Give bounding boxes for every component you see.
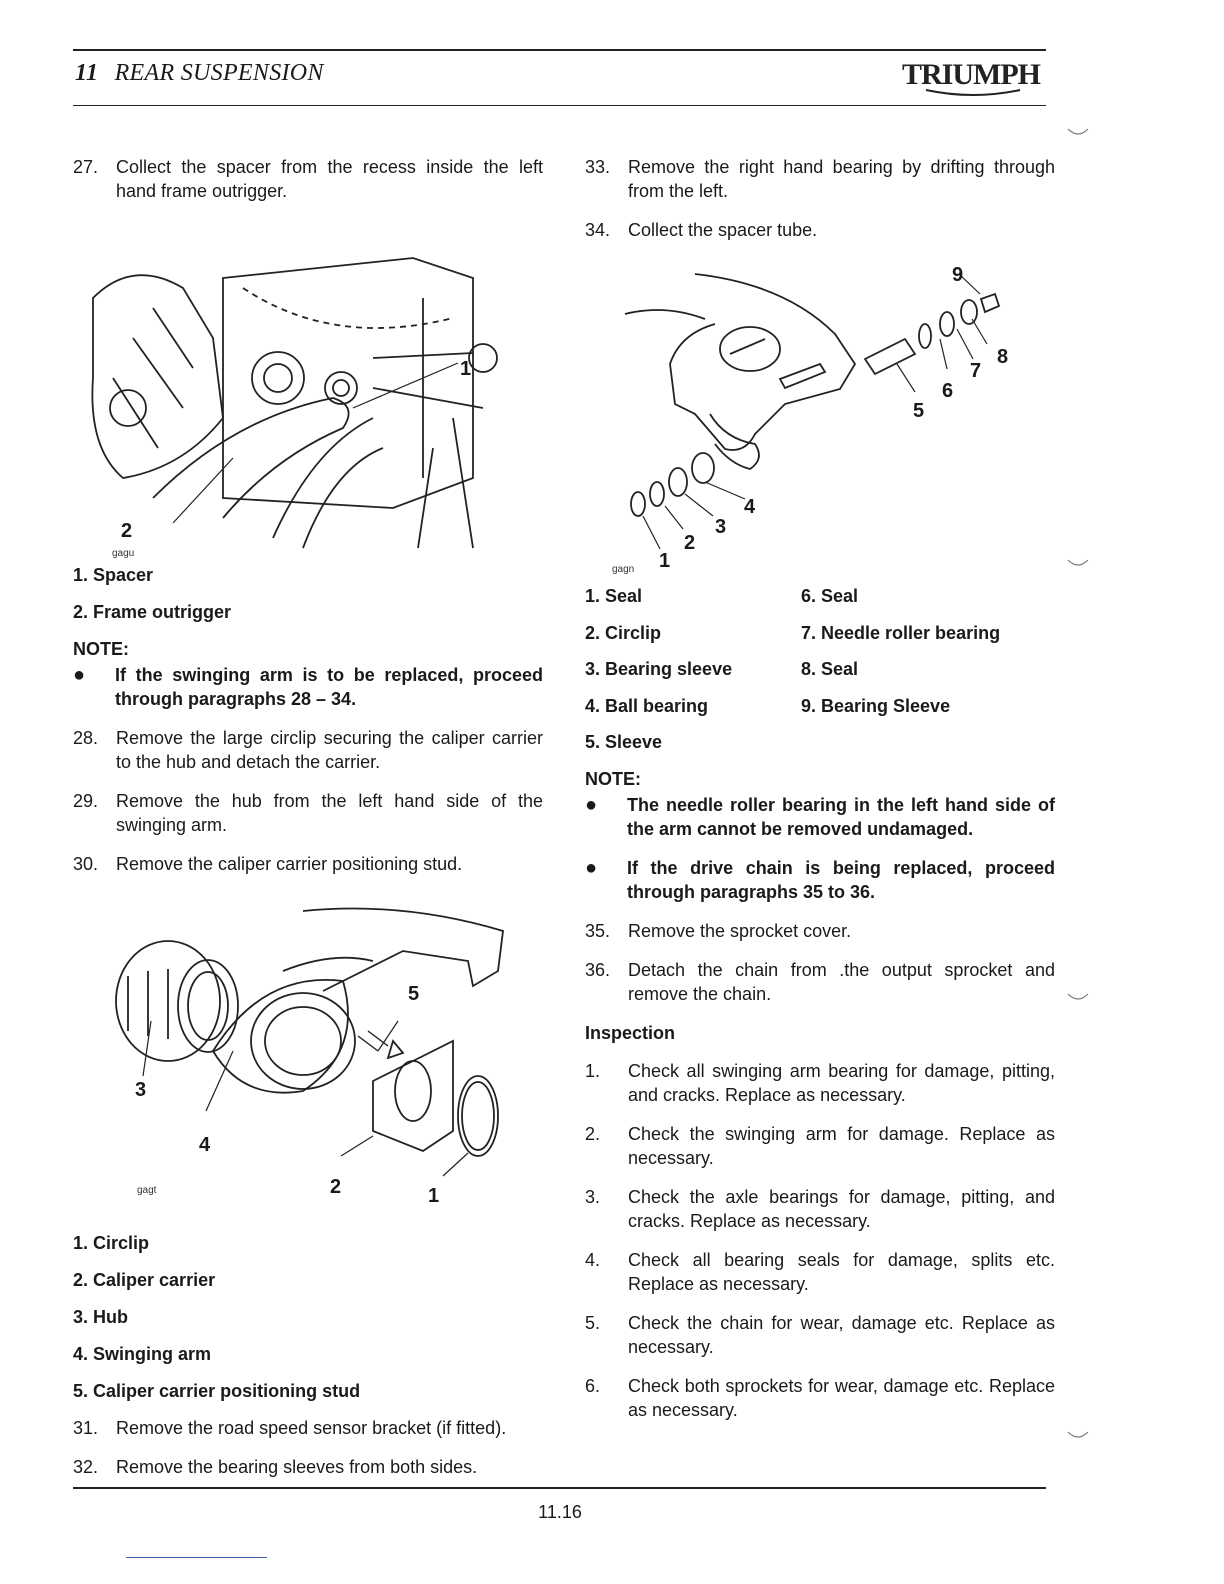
inspection-item: 5. Check the chain for wear, damage etc. Replace as necessary. (585, 1312, 1055, 1357)
callout-1: 1 (428, 1185, 440, 1207)
note-bullet: ● The needle roller bearing in the left hand side of the arm cannot be removed undamaged. (585, 793, 1055, 839)
callout-2: 2 (121, 520, 133, 542)
caption-swinging-arm: 4. Swinging arm (73, 1344, 212, 1364)
step-34: 34. Collect the spacer tube. (585, 220, 818, 240)
step-35: 35. Remove the sprocket cover. (585, 920, 852, 941)
callout-5: 5 (408, 983, 420, 1005)
parts-legend (585, 584, 1055, 767)
bullet-dot-icon: ● (585, 793, 598, 816)
step-32: 32. Remove the bearing sleeves from both sides. (73, 1457, 478, 1477)
footer-rule (73, 1487, 1046, 1489)
callout-3: 3 (135, 1079, 147, 1101)
logo-text: TRIUMPH (902, 58, 1040, 91)
legend-item: 2. Circlip (585, 622, 662, 643)
step-36: 36. Detach the chain from .the output sprocket and remove the chain. (585, 959, 1055, 1004)
spacer-illustration (73, 218, 543, 563)
legend-item: 5. Sleeve (585, 732, 663, 752)
note-title: NOTE: (585, 768, 641, 789)
inspection-item: 4. Check all bearing seals for damage, splits etc. Replace as necessary. (585, 1249, 1055, 1294)
callout-1: 1 (460, 358, 472, 380)
note-title: NOTE: (73, 639, 129, 659)
step-29: 29. Remove the hub from the left hand side of the swinging arm. (73, 791, 543, 835)
binder-mark (1066, 1428, 1090, 1442)
note-bullet: ● If the swinging arm is to be replaced, proceed through paragraphs 28 – 34. (73, 664, 543, 709)
callout-8: 8 (997, 346, 1009, 368)
triumph-logo (898, 50, 1048, 102)
step-30: 30. Remove the caliper carrier positioning stud. (73, 854, 463, 874)
section-number: 11 (75, 60, 99, 86)
callout-7: 7 (970, 360, 982, 382)
callout-2: 2 (684, 532, 696, 554)
callout-9: 9 (952, 264, 964, 286)
legend-item: 1. Seal (585, 586, 643, 606)
step-27: 27. Collect the spacer from the recess inside the left hand frame outrigger. (73, 157, 543, 201)
inspection-item: 2. Check the swinging arm for damage. Replace as necessary. (585, 1123, 1055, 1168)
binder-mark (1066, 556, 1090, 570)
caption-hub: 3. Hub (73, 1307, 129, 1327)
callout-2: 2 (330, 1176, 342, 1198)
inspection-item: 6. Check both sprockets for wear, damage etc. Replace as necessary. (585, 1375, 1055, 1420)
legend-item: 7. Needle roller bearing (801, 622, 1001, 643)
figure-hub-caliper-carrier (73, 891, 543, 1231)
legend-item: 9. Bearing Sleeve (801, 695, 951, 716)
callout-1: 1 (659, 550, 671, 572)
callout-4: 4 (744, 496, 756, 518)
callout-3: 3 (715, 516, 727, 538)
figure-swinging-arm-bearings (585, 254, 1055, 584)
step-28: 28. Remove the large circlip securing the caliper carrier to the hub and detach the carrier. (73, 728, 543, 772)
binder-mark (1066, 125, 1090, 139)
caption-positioning-stud: 5. Caliper carrier positioning stud (73, 1381, 361, 1401)
legend-item: 4. Ball bearing (585, 695, 709, 716)
caption-circlip: 1. Circlip (73, 1233, 150, 1253)
hub-caliper-illustration (73, 891, 543, 1231)
legend-item: 6. Seal (801, 586, 859, 606)
figure-code: gagn (612, 564, 635, 575)
step-33: 33. Remove the right hand bearing by drifting through from the left. (585, 157, 1055, 201)
figure-code: gagu (112, 548, 135, 559)
section-header (75, 60, 324, 87)
figure-code: gagt (137, 1185, 157, 1196)
caption-caliper-carrier: 2. Caliper carrier (73, 1270, 216, 1290)
bullet-dot-icon: ● (73, 664, 86, 686)
header-bottom-rule (73, 105, 1046, 106)
swinging-arm-exploded-illustration (585, 254, 1055, 584)
left-column (73, 155, 543, 1494)
bullet-dot-icon: ● (585, 856, 598, 879)
note-bullet: ● If the drive chain is being replaced, proceed through paragraphs 35 to 36. (585, 856, 1055, 902)
page-number: 11.16 (538, 1502, 582, 1522)
legend-item: 8. Seal (801, 659, 859, 679)
legend-item: 3. Bearing sleeve (585, 659, 733, 679)
footer-underline (126, 1557, 267, 1558)
callout-5: 5 (913, 400, 925, 422)
section-title: REAR SUSPENSION (114, 60, 324, 86)
figure-spacer-frame-outrigger (73, 218, 543, 563)
step-31: 31. Remove the road speed sensor bracket (if fitted). (73, 1418, 507, 1438)
caption-spacer: 1. Spacer (73, 565, 154, 585)
caption-frame-outrigger: 2. Frame outrigger (73, 602, 232, 622)
binder-mark (1066, 990, 1090, 1004)
callout-6: 6 (942, 380, 954, 402)
inspection-heading: Inspection (585, 1022, 676, 1043)
inspection-item: 1. Check all swinging arm bearing for damage, pitting, and cracks. Replace as necessary. (585, 1060, 1055, 1105)
right-column (585, 155, 1055, 1437)
callout-4: 4 (199, 1134, 211, 1156)
inspection-item: 3. Check the axle bearings for damage, pitting, and cracks. Replace as necessary. (585, 1186, 1055, 1231)
